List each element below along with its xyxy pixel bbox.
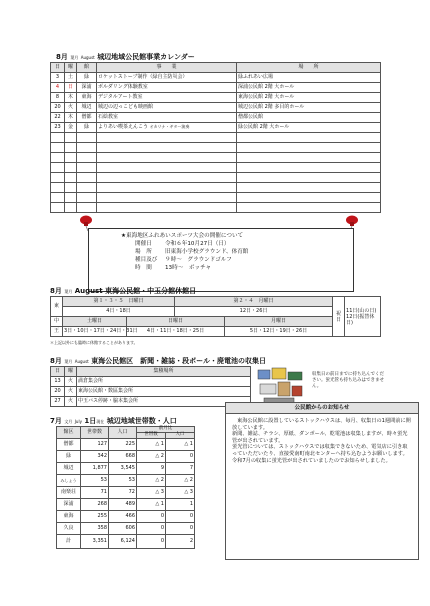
sports-notice-value: ９時〜 グラウンドゴルフ xyxy=(165,257,232,263)
event-hall: 僧都 xyxy=(77,113,97,123)
sports-notice-value: 令和６年10月27日（日） xyxy=(165,241,230,247)
population-people: 489 xyxy=(109,499,137,511)
closures-row xyxy=(51,327,381,337)
events-row xyxy=(51,73,381,83)
population-people: 72 xyxy=(109,487,137,499)
closures-holiday-item: 12日(振替休日) xyxy=(346,313,375,326)
event-hall: 緑 xyxy=(77,73,97,83)
population-pop-change: 2 xyxy=(166,535,195,549)
closures-value: 4日・11日・18日・25日 xyxy=(127,327,225,337)
closures-row-label-bottom: 王 xyxy=(51,327,63,337)
events-row xyxy=(51,83,381,93)
events-row xyxy=(51,93,381,103)
events-header-event: 事 業 xyxy=(97,63,237,73)
population-pop-change: 0 xyxy=(166,511,195,523)
waste-place: 満倉集会所 xyxy=(77,377,251,387)
population-area: 深浦 xyxy=(57,499,81,511)
closures-title-main: 東海公民館・中玉分館休館日 xyxy=(105,287,197,295)
announcement-body xyxy=(226,414,418,468)
events-empty-row xyxy=(51,183,381,193)
closures-head: 第２・４ 月曜日 xyxy=(175,297,333,307)
closures-head: 第１・３・５ 日曜日 xyxy=(63,297,175,307)
population-pop-change: 0 xyxy=(166,451,195,463)
population-header-pop-change: 人口 xyxy=(166,433,195,439)
closures-value: 12日・26日 xyxy=(175,307,333,317)
population-people: 53 xyxy=(109,475,137,487)
population-hh-change: 9 xyxy=(137,463,166,475)
event-hall: 城辺 xyxy=(77,103,97,113)
sports-notice-label: 種目及び xyxy=(135,257,158,263)
waste-row xyxy=(51,387,251,397)
event-name: 城辺の辺っこども映画館 xyxy=(97,103,237,113)
waste-place: 中玉バス停跡・脇本集会所 xyxy=(77,397,251,407)
population-people: 606 xyxy=(109,523,137,535)
sports-notice-heading: ★東海地区ふれあいスポーツ大会の開催について xyxy=(121,233,244,239)
population-title xyxy=(50,416,177,426)
population-pop-change: 7 xyxy=(166,463,195,475)
waste-row xyxy=(51,397,251,407)
waste-note: 収集日の前日までに持ち込んでください。蛍光管も持ち込みはできません。 xyxy=(312,372,384,389)
population-hh-change: △ 2 xyxy=(137,451,166,463)
population-pop-change: 1 xyxy=(166,499,195,511)
events-title xyxy=(56,52,195,62)
waste-title-month-jp: 葉月 xyxy=(64,359,73,364)
events-row xyxy=(51,113,381,123)
population-row xyxy=(57,523,195,535)
sports-notice-line xyxy=(135,257,232,264)
sports-notice-line xyxy=(135,241,230,248)
waste-dow: 火 xyxy=(65,377,77,387)
events-table xyxy=(50,62,381,213)
sports-notice-line xyxy=(135,249,248,256)
waste-day: 20 xyxy=(51,387,65,397)
sports-notice-label: 場 所 xyxy=(135,249,152,255)
population-row xyxy=(57,439,195,451)
event-name xyxy=(97,123,237,133)
population-area: 南楽荘 xyxy=(57,487,81,499)
population-households: 127 xyxy=(81,439,109,451)
events-title-month-en: August xyxy=(80,55,95,60)
closures-footnote: ＊上記以外にも臨時に休館することがあります。 xyxy=(50,340,138,345)
waste-place: 東海公民館・数區集会所 xyxy=(77,387,251,397)
event-hall: 深浦 xyxy=(77,83,97,93)
population-area: 僧都 xyxy=(57,439,81,451)
event-place: 緑公民館 2階 大ホール xyxy=(237,123,381,133)
event-place: 僧都公民館 xyxy=(237,113,381,123)
closures-head: 日曜日 xyxy=(127,317,225,327)
closures-title-month: 8月 xyxy=(50,287,62,295)
sports-notice-label: 開催日 xyxy=(135,241,152,247)
population-households: 1,877 xyxy=(81,463,109,475)
event-day: 20 xyxy=(51,103,65,113)
events-header-day: 日 xyxy=(51,63,65,73)
events-title-month: 8月 xyxy=(56,53,68,61)
events-empty-row xyxy=(51,173,381,183)
population-hh-change: △ 2 xyxy=(137,475,166,487)
population-hh-change: 0 xyxy=(137,523,166,535)
population-pop-change: △ 2 xyxy=(166,475,195,487)
events-row xyxy=(51,103,381,113)
population-hh-change: 0 xyxy=(137,511,166,523)
population-area: みしょう xyxy=(57,475,81,487)
population-hh-change: △ 3 xyxy=(137,487,166,499)
population-households: 342 xyxy=(81,451,109,463)
announcement-paragraph: 東海公民館に設置しているストックハウスは、毎月、収集日の1週間前に開放しています。 xyxy=(232,418,411,431)
event-dow: 木 xyxy=(65,113,77,123)
population-area: 東海 xyxy=(57,511,81,523)
population-title-main: 城辺地域世帯数・人口 xyxy=(106,417,177,425)
event-day: 22 xyxy=(51,113,65,123)
events-empty-row xyxy=(51,153,381,163)
announcement-box xyxy=(225,402,419,560)
population-title-date-note: 現在 xyxy=(96,419,105,424)
event-dow: 日 xyxy=(65,83,77,93)
population-pop-change: △ 3 xyxy=(166,487,195,499)
population-row xyxy=(57,511,195,523)
waste-table xyxy=(50,366,251,407)
event-name: ロケットストーブ制作（緑自主防災会） xyxy=(97,73,237,83)
event-hall: 東海 xyxy=(77,93,97,103)
waste-header-place: 集積場所 xyxy=(77,367,251,377)
event-place: 深浦公民館 2階 大ホール xyxy=(237,83,381,93)
closures-value: 4日・18日 xyxy=(63,307,175,317)
closures-title-month-en: August xyxy=(74,287,103,295)
waste-day: 27 xyxy=(51,397,65,407)
population-people: 6,124 xyxy=(109,535,137,549)
population-row xyxy=(57,475,195,487)
population-total-row xyxy=(57,535,195,549)
closures-row xyxy=(51,317,381,327)
events-empty-row xyxy=(51,163,381,173)
events-row xyxy=(51,123,381,133)
closures-value: 3日・10日・17日・24日・31日 xyxy=(63,327,127,337)
event-name: 石絵教室 xyxy=(97,113,237,123)
events-header-dow: 曜 xyxy=(65,63,77,73)
population-people: 466 xyxy=(109,511,137,523)
event-place: 東海公民館 2階 大ホール xyxy=(237,93,381,103)
waste-title xyxy=(50,356,266,366)
events-title-month-jp: 葉月 xyxy=(70,55,79,60)
waste-title-main: 東海公民館区 新聞・雑誌・段ボール・廃電池の収集日 xyxy=(91,357,267,365)
sports-notice-value: 13時〜 ボッチャ xyxy=(165,265,212,271)
population-title-month: 7月 xyxy=(50,417,62,425)
population-table xyxy=(56,426,195,549)
population-households: 71 xyxy=(81,487,109,499)
waste-header-day: 日 xyxy=(51,367,65,377)
event-name: ボルダリング体験教室 xyxy=(97,83,237,93)
population-title-month-en: July xyxy=(74,419,82,424)
announcement-header: 公民館からのお知らせ xyxy=(226,403,418,414)
population-title-date: 1日 xyxy=(84,417,97,425)
closures-table xyxy=(50,296,381,337)
population-households: 3,351 xyxy=(81,535,109,549)
population-people: 225 xyxy=(109,439,137,451)
event-place: 城辺公民館 2階 多目的ホール xyxy=(237,103,381,113)
event-dow: 金 xyxy=(65,123,77,133)
population-row xyxy=(57,463,195,475)
event-name-note: オカリナ・ギター演奏 xyxy=(149,124,190,129)
population-people: 3,545 xyxy=(109,463,137,475)
population-area: 計 xyxy=(57,535,81,549)
closures-head: 土曜日 xyxy=(63,317,127,327)
event-dow: 土 xyxy=(65,73,77,83)
events-header-row xyxy=(51,63,381,73)
announcement-paragraph: 蛍光管については、ストックハウスでは収集できないため、電気店に引き取っていただいたり、直接愛南町南北センターへ持ち込むようお願いします。 xyxy=(232,444,408,457)
population-households: 268 xyxy=(81,499,109,511)
event-name: デジタルアート教室 xyxy=(97,93,237,103)
population-area: 久良 xyxy=(57,523,81,535)
event-name-text: よりあい喫茶えんこう xyxy=(98,124,149,130)
events-header-place: 場 所 xyxy=(237,63,381,73)
closures-holiday-label: 祝日 xyxy=(333,297,345,337)
population-header-hh-change: 世帯数 xyxy=(137,433,166,439)
sports-notice-line xyxy=(135,265,211,272)
waste-day: 13 xyxy=(51,377,65,387)
event-place: 緑ふれあい広場 xyxy=(237,73,381,83)
events-empty-row xyxy=(51,203,381,213)
event-day: 3 xyxy=(51,73,65,83)
events-empty-row xyxy=(51,193,381,203)
population-row xyxy=(57,499,195,511)
sports-notice xyxy=(88,228,354,292)
population-hh-change: 0 xyxy=(137,535,166,549)
population-title-month-jp: 文月 xyxy=(64,419,73,424)
population-households: 255 xyxy=(81,511,109,523)
population-header-people: 人口 xyxy=(109,427,137,439)
population-row xyxy=(57,451,195,463)
population-header-change: 前月比 xyxy=(137,427,195,433)
population-row xyxy=(57,487,195,499)
closures-row-label-mid: 中 xyxy=(51,317,63,327)
events-empty-row xyxy=(51,133,381,143)
population-households: 53 xyxy=(81,475,109,487)
waste-header-row xyxy=(51,367,251,377)
closures-value: 5日・12日・19日・26日 xyxy=(225,327,333,337)
population-pop-change: 0 xyxy=(166,523,195,535)
event-day: 23 xyxy=(51,123,65,133)
population-pop-change: △ 1 xyxy=(166,439,195,451)
waste-row xyxy=(51,377,251,387)
event-dow: 木 xyxy=(65,93,77,103)
population-area: 緑 xyxy=(57,451,81,463)
closures-holiday-item: 11日(山の日) xyxy=(346,307,377,314)
closures-title xyxy=(50,286,196,296)
event-day: 4 xyxy=(51,83,65,93)
event-dow: 火 xyxy=(65,103,77,113)
closures-title-month-jp: 葉月 xyxy=(64,289,73,294)
events-header-hall: 館 xyxy=(77,63,97,73)
waste-dow: 火 xyxy=(65,387,77,397)
population-hh-change: △ 1 xyxy=(137,439,166,451)
event-day: 8 xyxy=(51,93,65,103)
events-title-main: 城辺地域公民館事業カレンダー xyxy=(97,53,195,61)
waste-header-dow: 曜 xyxy=(65,367,77,377)
event-hall: 緑 xyxy=(77,123,97,133)
closures-head: 月曜日 xyxy=(225,317,333,327)
waste-dow: 火 xyxy=(65,397,77,407)
sports-notice-value: 旧東海小学校グラウンド、体育館 xyxy=(165,249,249,255)
announcement-paragraph: 新聞、雑誌、チラシ、厚紙、ダンボール、乾電池は収集しますが、時々蛍光管が出されています。 xyxy=(232,431,408,444)
population-households: 358 xyxy=(81,523,109,535)
waste-title-month: 8月 xyxy=(50,357,62,365)
closures-row xyxy=(51,307,381,317)
closures-row xyxy=(51,297,381,307)
events-empty-row xyxy=(51,143,381,153)
population-header-area: 館区 xyxy=(57,427,81,439)
population-area: 城辺 xyxy=(57,463,81,475)
waste-title-month-en: August xyxy=(74,359,89,364)
announcement-paragraph: 令和7月の収集に蛍光管が出されていましたのでお知らせしました。 xyxy=(232,457,391,464)
population-hh-change: △ 1 xyxy=(137,499,166,511)
closures-holidays xyxy=(345,297,381,337)
population-header-households: 世帯数 xyxy=(81,427,109,439)
closures-row-label-top: 東 xyxy=(51,297,63,317)
population-people: 668 xyxy=(109,451,137,463)
sports-notice-label: 時 間 xyxy=(135,265,152,271)
